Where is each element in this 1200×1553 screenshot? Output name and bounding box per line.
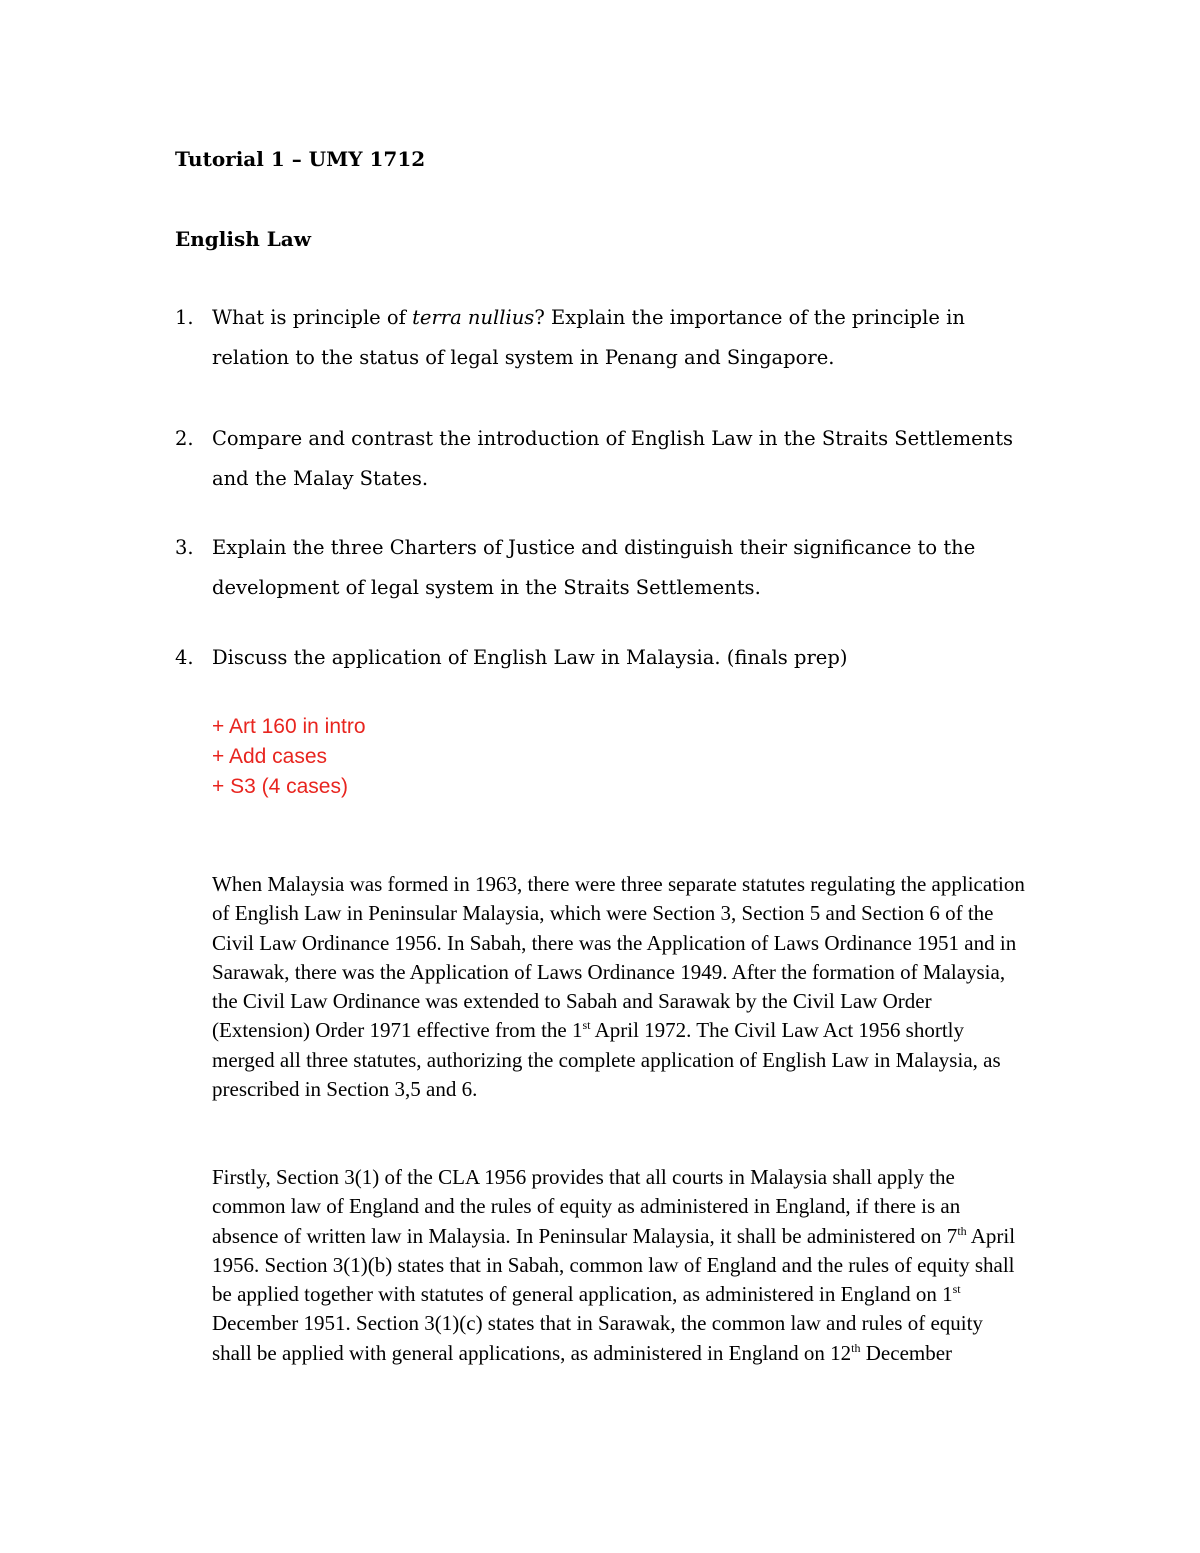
question-text: Explain the three Charters of Justice and distinguish their significance to the development of legal system in the Straits Settlements. [212,536,976,599]
paragraph-text: April 1956. Section 3(1)(b) states that in Sabah, common law of England and the rules of equity shall be applied together with statutes of general application, as administered in England on 1 [212,1223,1016,1307]
superscript: th [851,1340,861,1355]
paragraph-text: December [860,1340,953,1365]
note-line: + S3 (4 cases) [212,775,348,798]
document-title: Tutorial 1 – UMY 1712 [175,147,426,171]
paragraph-2 [212,1163,1027,1368]
superscript: st [582,1018,591,1033]
paragraph-text: When Malaysia was formed in 1963, there were three separate statutes regulating the application of English Law in Peninsular Malaysia, which were Section 3, Section 5 and Section 6 of the Civil Law Ordinance 1956. In Sabah, there was the Application of Laws Ordinance 1951 and in Sarawak, there was the Application of Laws Ordinance 1949. After the formation of Malaysia, the Civil Law Ordinance was extended to Sabah and Sarawak by the Civil Law Order (Extension) Order 1971 effective from the 1 [212,872,1025,1043]
question-text [212,298,1035,378]
question-text: Discuss the application of English Law in Malaysia. (finals prep) [212,646,848,669]
question-number: 1. [175,306,194,329]
paragraph-1 [212,870,1027,1104]
red-notes [212,712,366,802]
italic-term: terra nullius [412,306,535,329]
question-number: 3. [175,536,194,559]
question-text: Compare and contrast the introduction of English Law in the Straits Settlements and the Malay States. [212,427,1014,490]
question-number: 2. [175,427,194,450]
paragraph-text: Firstly, Section 3(1) of the CLA 1956 provides that all courts in Malaysia shall apply the common law of England and the rules of equity as administered in England, if there is an absence of written law in Malaysia. In Peninsular Malaysia, it shall be administered on 7 [212,1165,961,1248]
paragraph-text: December 1951. Section 3(1)(c) states that in Sarawak, the common law and rules of equity shall be applied with general applications, as administered in England on 12 [212,1311,983,1365]
section-heading: English Law [175,227,311,251]
question-text-part: What is principle of [212,306,413,329]
superscript: th [957,1223,967,1238]
superscript: st [952,1282,961,1297]
note-line: + Add cases [212,745,327,768]
paragraph-text: April 1972. The Civil Law Act 1956 shortly merged all three statutes, authorizing the complete application of English Law in Malaysia, as prescribed in Section 3,5 and 6. [212,1018,1001,1102]
note-line: + Art 160 in intro [212,715,366,738]
question-number: 4. [175,646,194,669]
question-text-part: ? Explain the importance of the principle in relation to the status of legal system in Penang and Singapore. [212,306,965,369]
